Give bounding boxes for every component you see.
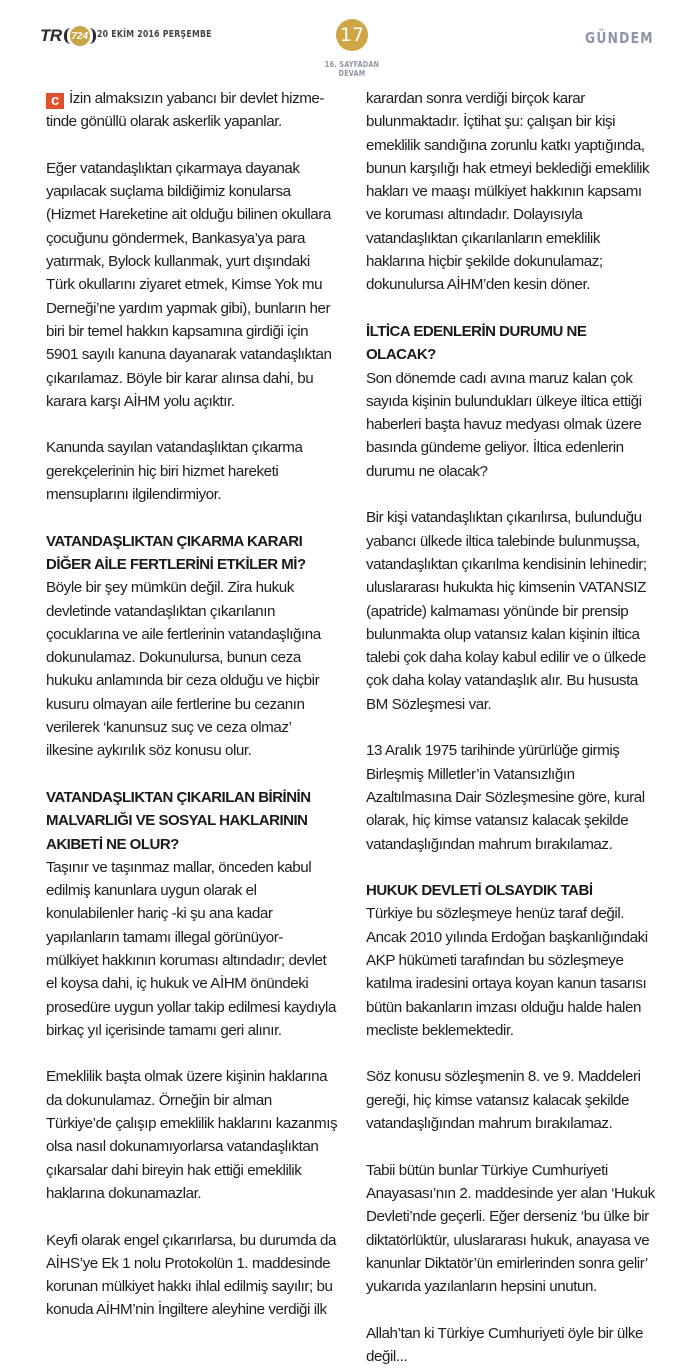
subheading: VATANDAŞLIKTAN ÇIKARMA KARARI DİĞER AİLE FERTLERİNİ ETKİLER Mİ? [46, 532, 306, 573]
paragraph: Keyfi olarak engel çıkarırlarsa, bu durumda da AİHS’ye Ek 1 nolu Protokolün 1. maddesinde korunan mülkiyet hakkı ihlal edilmiş sayılır; bu konuda AİHM’nin İngiltere aleyhine verdiği ilk [46, 1231, 336, 1319]
logo-badge: 724 [70, 26, 90, 46]
paragraph: Eğer vatandaşlıktan çıkarmaya dayanak yapılacak suçlama bildiğimiz konularsa (Hizmet Hareketine ait olduğu bilinen okullara çocuğunu göndermek, Bankasya’ya para yatırmak, Bylock kullanmak, yurt dışındaki Türk okullarını ziyaret etmek, Kimse Yok mu Derneği’ne yardım yapmak gibi), bunların her biri bir temel hakkın kapsamına girdiği için 5901 sayılı kanuna dayanarak vatandaşlıktan çıkarılamaz. Böyle bir karar alınsa dahi, bu karara karşı AİHM yolu açıktır. [46, 159, 332, 410]
paragraph: Böyle bir şey mümkün değil. Zira hukuk devletinde vatandaşlıktan çıkarılanın çocuklarına ve aile fertlerinin vatandaşlığına dokunulamaz. Dokunulursa, bunun ceza hukuku anlamında bir ceza olduğu ve hiçbir kusuru olmayan aile fertlerine bu cezanın verilerek ‘kanunsuz suç ve ceza olmaz’ ilkesine aykırılık söz konusu olur. [46, 579, 321, 760]
subheading: HUKUK DEVLETİ OLSAYDIK TABİ [366, 882, 593, 900]
section-title: GÜNDEM [585, 29, 654, 47]
article-column-left [46, 87, 338, 1322]
page-header [0, 0, 700, 80]
paragraph-text: İzin almaksızın yabancı bir devlet hizme-tinde gönüllü olarak askerlik yapanlar. [46, 90, 325, 131]
issue-date: 20 EKİM 2016 PERŞEMBE [97, 29, 212, 40]
paragraph: Türkiye bu sözleşmeye henüz taraf değil. Ancak 2010 yılında Erdoğan başkanlığındaki AKP hükümeti tarafından bu sözleşmeye katılma iradesini ortaya koyan kanun tasarısı bütün bakanların imzası olduğu halde halen mecliste beklemektedir. [366, 905, 648, 1039]
paragraph: karardan sonra verdiği birçok karar bulunmaktadır. İçtihat şu: çalışan bir kişi emeklilik sandığına zorunlu katkı yaptığında, bunun karşılığı hak etmeyi beklediği emeklilik hakları ve maaşı mülkiyet hakkının kapsamı ve koruması altındadır. Dolayısıyla vatandaşlıktan çıkarılanların emeklilik haklarına hiçbir şekilde dokunulamaz; dokunulursa AİHM’den kesin döner. [366, 90, 650, 294]
paragraph: Son dönemde cadı avına maruz kalan çok sayıda kişinin bulundukları ülkeye iltica ettiği haberleri başta havuz medyası olmak üzere basında gündeme geliyor. İltica edenlerin durumu ne olacak? [366, 369, 642, 480]
paragraph: Söz konusu sözleşmenin 8. ve 9. Maddeleri gereği, hiç kimse vatansız kalacak şekilde vatandaşlığından mahrum bırakılamaz. [366, 1068, 641, 1133]
paragraph: 13 Aralık 1975 tarihinde yürürlüğe girmiş Birleşmiş Milletler’in Vatansızlığın Azaltılmasına Dair Sözleşmesine göre, kural olarak, hiç kimse vatansız kalacak şekilde vatandaşlığından mahrum bırakılamaz. [366, 742, 645, 853]
paragraph: Taşınır ve taşınmaz mallar, önceden kabul edilmiş kanunlara uygun olarak el konulabilenler hariç -ki şu ana kadar yapılanların tamamı illegal görünüyor- mülkiyet hakkının koruması altındadır; devlet el koysa dahi, iç hukuk ve AİHM önündeki prosedüre uygun yollar takip edilmesi kaydıyla birkaç yıl içerisinde tamamı geri alınır. [46, 858, 336, 1039]
logo-text: TR [40, 26, 62, 45]
paragraph [46, 87, 338, 134]
continued-from-label: 16. SAYFADAN DEVAM [324, 60, 380, 78]
logo-bracket-right [89, 28, 96, 44]
paragraph: Kanunda sayılan vatandaşlıktan çıkarma gerekçelerinin hiç biri hizmet hareketi mensuplarını ilgilendirmiyor. [46, 439, 303, 504]
paragraph: Bir kişi vatandaşlıktan çıkarılırsa, bulunduğu yabancı ülkede iltica talebinde bulunmuşsa, vatandaşlıktan çıkarılma kendisinin lehinedir; uluslararası hukukta hiç kimsenin VATANSIZ (apatride) kalmaması yönünde bir prensip bulunmakta olup vatansız kalan kişinin iltica talebi çok daha kolay kabul edilir ve o ülkede çok daha kolay vatandaşlık alır. Bu hususta BM Sözleşmesi var. [366, 509, 647, 713]
paragraph: Tabii bütün bunlar Türkiye Cumhuriyeti Anayasası’nın 2. maddesinde yer alan ‘Hukuk Devleti’nde geçerli. Eğer derseniz ‘bu ülke bir diktatörlüktür, uluslararası hukuk, anayasa ve kanunlar Diktatör’ün emirlerinden sonra gelir’ yukarıda yazılanların hepsini unutun. [366, 1161, 655, 1296]
article-column-right [366, 87, 658, 1368]
paragraph: Emeklilik başta olmak üzere kişinin haklarına da dokunulamaz. Örneğin bir alman Türkiye’de çalışıp emeklilik haklarını kazanmış olsa nasıl dokunamıyorlarsa vatandaşlıktan çıkarsalar dahi bireyin hak ettiği emeklilik haklarına dokunamazlar. [46, 1068, 338, 1202]
subheading: İLTİCA EDENLERİN DURUMU NE OLACAK? [366, 322, 587, 364]
continuation-marker-icon: c [46, 93, 64, 109]
paragraph: Allah’tan ki Türkiye Cumhuriyeti öyle bir ülke değil... [366, 1324, 643, 1366]
page-number: 17 [336, 19, 368, 51]
tr724-logo [40, 26, 96, 46]
subheading: VATANDAŞLIKTAN ÇIKARILAN BİRİNİN MALVARLIĞI VE SOSYAL HAKLARININ AKIBETİ NE OLUR? [46, 788, 311, 853]
